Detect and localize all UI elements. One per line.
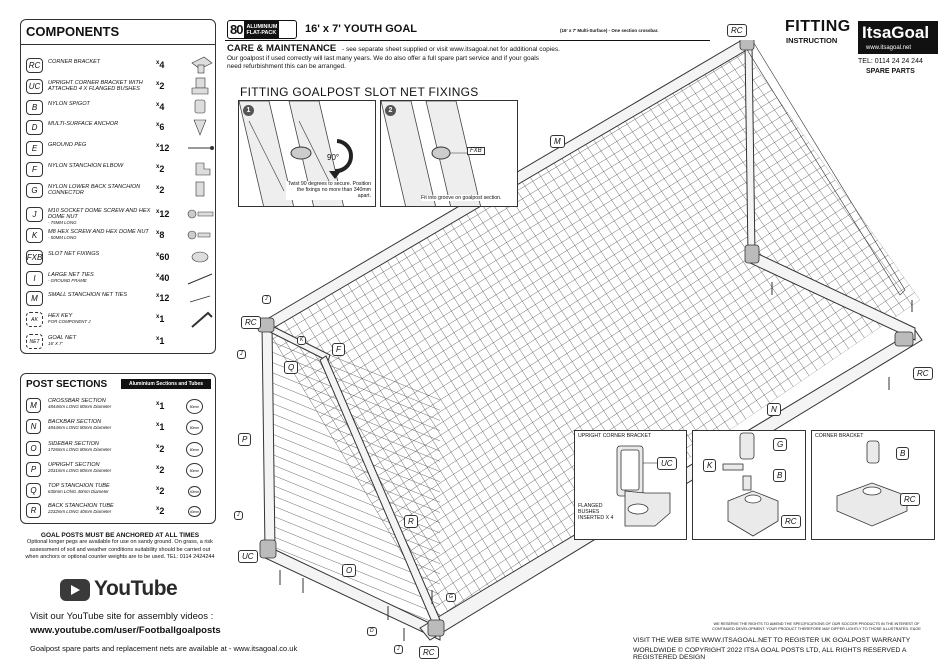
- post-desc: [48, 462, 148, 475]
- component-qty: [156, 81, 164, 91]
- component-desc: [48, 292, 153, 298]
- rc-bracket-drawing: [812, 431, 935, 540]
- detail-title: CORNER BRACKET: [815, 433, 864, 439]
- fixing-step-2-caption: Fit into groove on goalpost section.: [421, 195, 502, 201]
- label-rc: RC: [781, 515, 801, 528]
- component-qty: [156, 164, 164, 174]
- component-code: M: [26, 291, 43, 306]
- component-code: AK: [26, 312, 43, 327]
- component-row: [26, 58, 214, 75]
- badge-number: 80: [230, 22, 243, 37]
- post-desc: [48, 419, 148, 432]
- fxb-label: FXB: [467, 147, 485, 155]
- times-sign: x: [156, 506, 160, 512]
- times-sign: x: [156, 209, 160, 215]
- component-desc: [48, 163, 153, 169]
- component-desc: [48, 80, 153, 92]
- post-qty: [156, 401, 164, 411]
- tube-diameter-icon: 40mm: [188, 506, 201, 517]
- components-panel: [20, 19, 216, 354]
- care-line: Our goalpost if used correctly will last many years. We do also offer a full spare part service and if your goals: [227, 55, 539, 62]
- times-sign: x: [156, 401, 160, 407]
- fixing-step-1: [238, 100, 376, 207]
- component-icon: [186, 180, 214, 200]
- component-qty-value: 6: [159, 122, 165, 132]
- label-m: M: [550, 135, 565, 148]
- note-line: BUSHES: [578, 509, 600, 515]
- post-name: SIDEBAR SECTION: [48, 441, 99, 447]
- tube-diameter-icon: 80mm: [186, 399, 203, 414]
- label-rc: RC: [419, 646, 439, 659]
- post-name: CROSSBAR SECTION: [48, 398, 106, 404]
- tube-diameter-icon: 80mm: [186, 420, 203, 435]
- post-name: BACK STANCHION TUBE: [48, 503, 114, 509]
- telephone: TEL: 0114 24 24 244: [858, 58, 923, 65]
- aluminium-flatpack-badge: [227, 20, 297, 39]
- post-qty-value: 1: [159, 422, 165, 432]
- component-icon: [186, 159, 214, 179]
- post-spec: 2232mm LONG 40mm Diameter: [48, 509, 112, 515]
- component-desc: [48, 335, 153, 347]
- post-qty-value: 1: [159, 401, 165, 411]
- post-sections-title: POST SECTIONS: [26, 379, 108, 390]
- component-desc-text: HEX KEY: [48, 313, 73, 319]
- tube-diameter-icon: 80mm: [186, 463, 203, 478]
- note-line: FLANGED: [578, 503, 603, 509]
- post-code: P: [26, 462, 41, 477]
- component-qty: [156, 230, 164, 240]
- component-qty: [156, 185, 164, 195]
- component-row: [26, 162, 214, 179]
- component-row: [26, 79, 214, 96]
- fixing-step-2-drawing: [381, 101, 518, 207]
- component-qty-value: 2: [159, 185, 165, 195]
- slot-fixings-title: FITTING GOALPOST SLOT NET FIXINGS: [240, 85, 479, 99]
- component-desc: [48, 142, 153, 148]
- component-icon: [186, 117, 214, 137]
- label-j: J: [394, 645, 403, 654]
- times-sign: x: [156, 336, 160, 342]
- copyright: WORLDWIDE © COPYRIGHT 2022 ITSA GOAL POSTS LTD, ALL RIGHTS RESERVED A REGISTERED DESIGN: [633, 647, 907, 661]
- component-qty: [156, 252, 169, 262]
- label-j: J: [237, 350, 246, 359]
- component-qty-value: 1: [159, 336, 165, 346]
- component-code: NET: [26, 334, 43, 349]
- component-desc-sub: - 75MM LONG: [48, 220, 77, 226]
- component-qty: [156, 314, 164, 324]
- component-qty: [156, 273, 169, 283]
- times-sign: x: [156, 185, 160, 191]
- post-code: R: [26, 503, 41, 518]
- component-desc-text: NYLON LOWER BACK STANCHION CONNECTOR: [48, 184, 141, 197]
- component-desc-text: LARGE NET TIES: [48, 272, 94, 278]
- component-icon: [186, 309, 214, 329]
- label-o: O: [342, 564, 356, 577]
- component-qty-value: 8: [159, 230, 165, 240]
- component-row: [26, 334, 214, 351]
- times-sign: x: [156, 422, 160, 428]
- post-code: O: [26, 441, 41, 456]
- badge-line: FLAT-PACK: [246, 29, 277, 36]
- component-desc: [48, 101, 153, 107]
- component-code: I: [26, 271, 43, 286]
- post-section-row: [26, 419, 214, 439]
- components-title: COMPONENTS: [21, 20, 215, 45]
- component-icon: [186, 268, 214, 288]
- post-spec: 630mm LONG 40mm Diameter: [48, 489, 109, 495]
- flanged-bushes-note: [578, 503, 613, 521]
- post-code: N: [26, 419, 41, 434]
- post-desc: [48, 503, 148, 516]
- component-icon: [186, 247, 214, 267]
- component-desc-text: SMALL STANCHION NET TIES: [48, 292, 128, 298]
- post-spec: 4844mm LONG 80mm Diameter: [48, 404, 112, 410]
- times-sign: x: [156, 273, 160, 279]
- detail-corner-bracket: [811, 430, 935, 540]
- label-b: B: [773, 469, 786, 482]
- times-sign: x: [156, 143, 160, 149]
- component-qty-value: 4: [159, 60, 165, 70]
- times-sign: x: [156, 465, 160, 471]
- times-sign: x: [156, 164, 160, 170]
- youtube-visit-text: Visit our YouTube site for assembly videos :: [30, 611, 214, 622]
- component-icon: [186, 138, 214, 158]
- component-qty: [156, 102, 164, 112]
- label-rc: RC: [727, 24, 747, 37]
- spare-parts-label: SPARE PARTS: [866, 68, 915, 75]
- component-qty: [156, 336, 164, 346]
- component-icon: [186, 55, 214, 75]
- component-qty-value: 12: [159, 209, 170, 219]
- component-desc-text: NYLON SPIGOT: [48, 101, 90, 107]
- times-sign: x: [156, 230, 160, 236]
- component-row: [26, 271, 214, 288]
- label-q: Q: [284, 361, 298, 374]
- component-desc: [48, 59, 153, 65]
- component-row: [26, 183, 214, 200]
- care-title: CARE & MAINTENANCE: [227, 43, 337, 54]
- component-row: [26, 141, 214, 158]
- component-qty: [156, 60, 164, 70]
- anchor-note: [20, 532, 220, 562]
- post-name: TOP STANCHION TUBE: [48, 483, 110, 489]
- component-desc-sub: - 50MM LONG: [48, 235, 77, 241]
- component-row: [26, 100, 214, 117]
- post-qty: [156, 486, 164, 496]
- component-icon: [186, 97, 214, 117]
- legal-line: WE RESERVE THE RIGHTS TO AMEND THE SPECIFICATIONS OF OUR SOCCER PRODUCTS IN THE INTEREST OF: [713, 622, 920, 626]
- post-qty: [156, 444, 164, 454]
- times-sign: x: [156, 102, 160, 108]
- youtube-wordmark[interactable]: YouTube: [94, 577, 178, 600]
- component-qty-value: 2: [159, 164, 165, 174]
- component-desc-sub: 16' X 7': [48, 341, 63, 347]
- fixing-step-1-caption: Twist 90 degrees to secure. Position the fixings no more than 340mm apart.: [287, 181, 371, 200]
- post-desc: [48, 483, 148, 496]
- post-qty-value: 2: [159, 465, 165, 475]
- times-sign: x: [156, 314, 160, 320]
- component-desc-text: GOAL NET: [48, 335, 77, 341]
- youtube-link[interactable]: www.youtube.com/user/Footballgoalposts: [30, 625, 221, 636]
- anchor-line: assessment of soil and weather conditions suitability should be carried out: [29, 546, 211, 553]
- label-b: B: [896, 447, 909, 460]
- component-desc-text: SLOT NET FIXINGS: [48, 251, 100, 257]
- uc-bracket-drawing: [575, 431, 687, 540]
- label-j: J: [234, 511, 243, 520]
- post-spec: 2031mm LONG 80mm Diameter: [48, 468, 112, 474]
- label-n: N: [767, 403, 781, 416]
- warranty-visit: VISIT THE WEB SITE WWW.ITSAGOAL.NET TO REGISTER UK GOALPOST WARRANTY: [633, 637, 911, 644]
- component-qty: [156, 143, 169, 153]
- page-title: 16' x 7' YOUTH GOAL: [305, 23, 418, 35]
- post-section-row: [26, 462, 214, 482]
- component-icon: [186, 331, 214, 351]
- component-code: J: [26, 207, 43, 222]
- detail-upright-corner-bracket: [574, 430, 687, 540]
- component-icon: [186, 225, 214, 245]
- post-section-row: [26, 483, 214, 503]
- component-desc: [48, 251, 153, 257]
- care-line: need refurbishment this can be arranged.: [227, 63, 346, 70]
- label-f: F: [332, 343, 345, 356]
- post-qty-value: 2: [159, 486, 165, 496]
- component-qty-value: 12: [159, 293, 170, 303]
- component-code: E: [26, 141, 43, 156]
- post-name: UPRIGHT SECTION: [48, 462, 100, 468]
- label-rc: RC: [913, 367, 933, 380]
- times-sign: x: [156, 252, 160, 258]
- times-sign: x: [156, 486, 160, 492]
- label-rc: RC: [241, 316, 261, 329]
- post-qty-value: 2: [159, 506, 165, 516]
- component-icon: [186, 76, 214, 96]
- component-row: [26, 250, 214, 267]
- component-row: [26, 207, 214, 224]
- component-code: K: [26, 228, 43, 243]
- badge-line: ALUMINIUM: [246, 23, 278, 30]
- label-k: K: [297, 336, 306, 345]
- note-line: INSERTED X 4: [578, 515, 614, 521]
- post-section-row: [26, 503, 214, 523]
- component-qty: [156, 209, 169, 219]
- label-uc: UC: [657, 457, 677, 470]
- rotation-degrees: 90°: [327, 153, 340, 162]
- component-qty: [156, 293, 169, 303]
- post-section-row: [26, 441, 214, 461]
- post-name: BACKBAR SECTION: [48, 419, 102, 425]
- component-code: UC: [26, 79, 43, 94]
- post-section-row: [26, 398, 214, 418]
- times-sign: x: [156, 122, 160, 128]
- label-p: P: [238, 433, 251, 446]
- post-qty: [156, 422, 164, 432]
- post-qty: [156, 506, 164, 516]
- post-sections-panel: [20, 373, 216, 524]
- component-desc-text: M10 SOCKET DOME SCREW AND HEX DOME NUT: [48, 208, 151, 221]
- component-desc: [48, 229, 153, 241]
- component-desc-text: CORNER BRACKET: [48, 59, 101, 65]
- label-j: J: [262, 295, 271, 304]
- spares-text: Goalpost spare parts and replacement nets are available at - www.itsagoal.co.uk: [30, 644, 298, 653]
- component-desc-sub: FOR COMPONENT J: [48, 319, 91, 325]
- component-qty-value: 60: [159, 252, 170, 262]
- component-code: F: [26, 162, 43, 177]
- component-desc: [48, 313, 153, 325]
- component-qty: [156, 122, 164, 132]
- tube-diameter-icon: 40mm: [188, 486, 201, 497]
- label-g: G: [773, 438, 787, 451]
- component-qty-value: 1: [159, 314, 165, 324]
- anchor-line: when anchors or optional counter weights are to be used. TEL: 0114 2424244: [25, 554, 215, 560]
- page-subtitle: (16' x 7' Multi-Surface) - One section crossbar.: [560, 28, 659, 33]
- label-k: K: [703, 459, 716, 472]
- legal-notice: [700, 622, 933, 632]
- logo-site: www.itsagoal.net: [866, 45, 912, 51]
- post-spec: 1726mm LONG 80mm Diameter: [48, 447, 112, 453]
- component-desc: [48, 121, 153, 127]
- component-code: B: [26, 100, 43, 115]
- care-inline: - see separate sheet supplied or visit www.itsagoal.net for additional copies.: [342, 46, 560, 53]
- component-desc-text: UPRIGHT CORNER BRACKET WITH ATTACHED 4 X FLANGED BUSHES: [48, 80, 143, 93]
- component-code: G: [26, 183, 43, 198]
- aluminium-tag: Aluminium Sections and Tubes: [121, 379, 211, 389]
- component-qty-value: 2: [159, 81, 165, 91]
- fitting-heading: FITTING: [785, 18, 851, 35]
- component-desc: [48, 184, 153, 196]
- anchor-heading: GOAL POSTS MUST BE ANCHORED AT ALL TIMES: [40, 532, 200, 539]
- component-icon: [186, 288, 214, 308]
- component-row: [26, 312, 214, 329]
- times-sign: x: [156, 444, 160, 450]
- component-code: D: [26, 120, 43, 135]
- post-desc: [48, 398, 148, 411]
- anchor-line: Optional longer pegs are available for use on sandy ground. On grass, a risk: [27, 539, 213, 545]
- logo-text: ItsaGoal: [862, 23, 930, 42]
- legal-line: CONTINUED DEVELOPMENT. YOUR PRODUCT THEREFORE MAY DIFFER LIGHTLY TO THOSE ILLUSTRATED. E&OE: [712, 626, 921, 631]
- post-spec: 4844mm LONG 80mm Diameter: [48, 425, 112, 431]
- component-qty-value: 4: [159, 102, 165, 112]
- times-sign: x: [156, 293, 160, 299]
- component-code: FXB: [26, 250, 43, 265]
- label-uc: UC: [238, 550, 258, 563]
- component-desc-text: M8 HEX SCREW AND HEX DOME NUT: [48, 229, 149, 235]
- component-qty-value: 40: [159, 273, 170, 283]
- component-row: [26, 120, 214, 137]
- component-desc-text: MULTI-SURFACE ANCHOR: [48, 121, 119, 127]
- component-desc: [48, 272, 153, 284]
- post-code: M: [26, 398, 41, 413]
- badge-label: [244, 21, 279, 38]
- tube-diameter-icon: 80mm: [186, 442, 203, 457]
- post-desc: [48, 441, 148, 454]
- component-desc-text: GROUND PEG: [48, 142, 87, 148]
- component-icon: [186, 204, 214, 224]
- component-row: [26, 228, 214, 245]
- label-r: R: [404, 515, 418, 528]
- component-code: RC: [26, 58, 43, 73]
- step-number: 2: [385, 105, 396, 116]
- component-row: [26, 291, 214, 308]
- detail-title: UPRIGHT CORNER BRACKET: [578, 433, 652, 439]
- component-desc-text: NYLON STANCHION ELBOW: [48, 163, 124, 169]
- component-desc-sub: - GROUND FRAME: [48, 278, 87, 284]
- post-qty-value: 2: [159, 444, 165, 454]
- label-d: D: [367, 627, 377, 636]
- component-desc: [48, 208, 153, 227]
- times-sign: x: [156, 81, 160, 87]
- component-qty-value: 12: [159, 143, 170, 153]
- post-qty: [156, 465, 164, 475]
- label-g: G: [446, 593, 456, 602]
- fixing-step-2: [380, 100, 518, 207]
- label-rc: RC: [900, 493, 920, 506]
- times-sign: x: [156, 60, 160, 66]
- detail-bracket-assembly: [692, 430, 806, 540]
- instruction-heading: INSTRUCTION: [786, 36, 838, 45]
- post-code: Q: [26, 483, 41, 498]
- step-number: 1: [243, 105, 254, 116]
